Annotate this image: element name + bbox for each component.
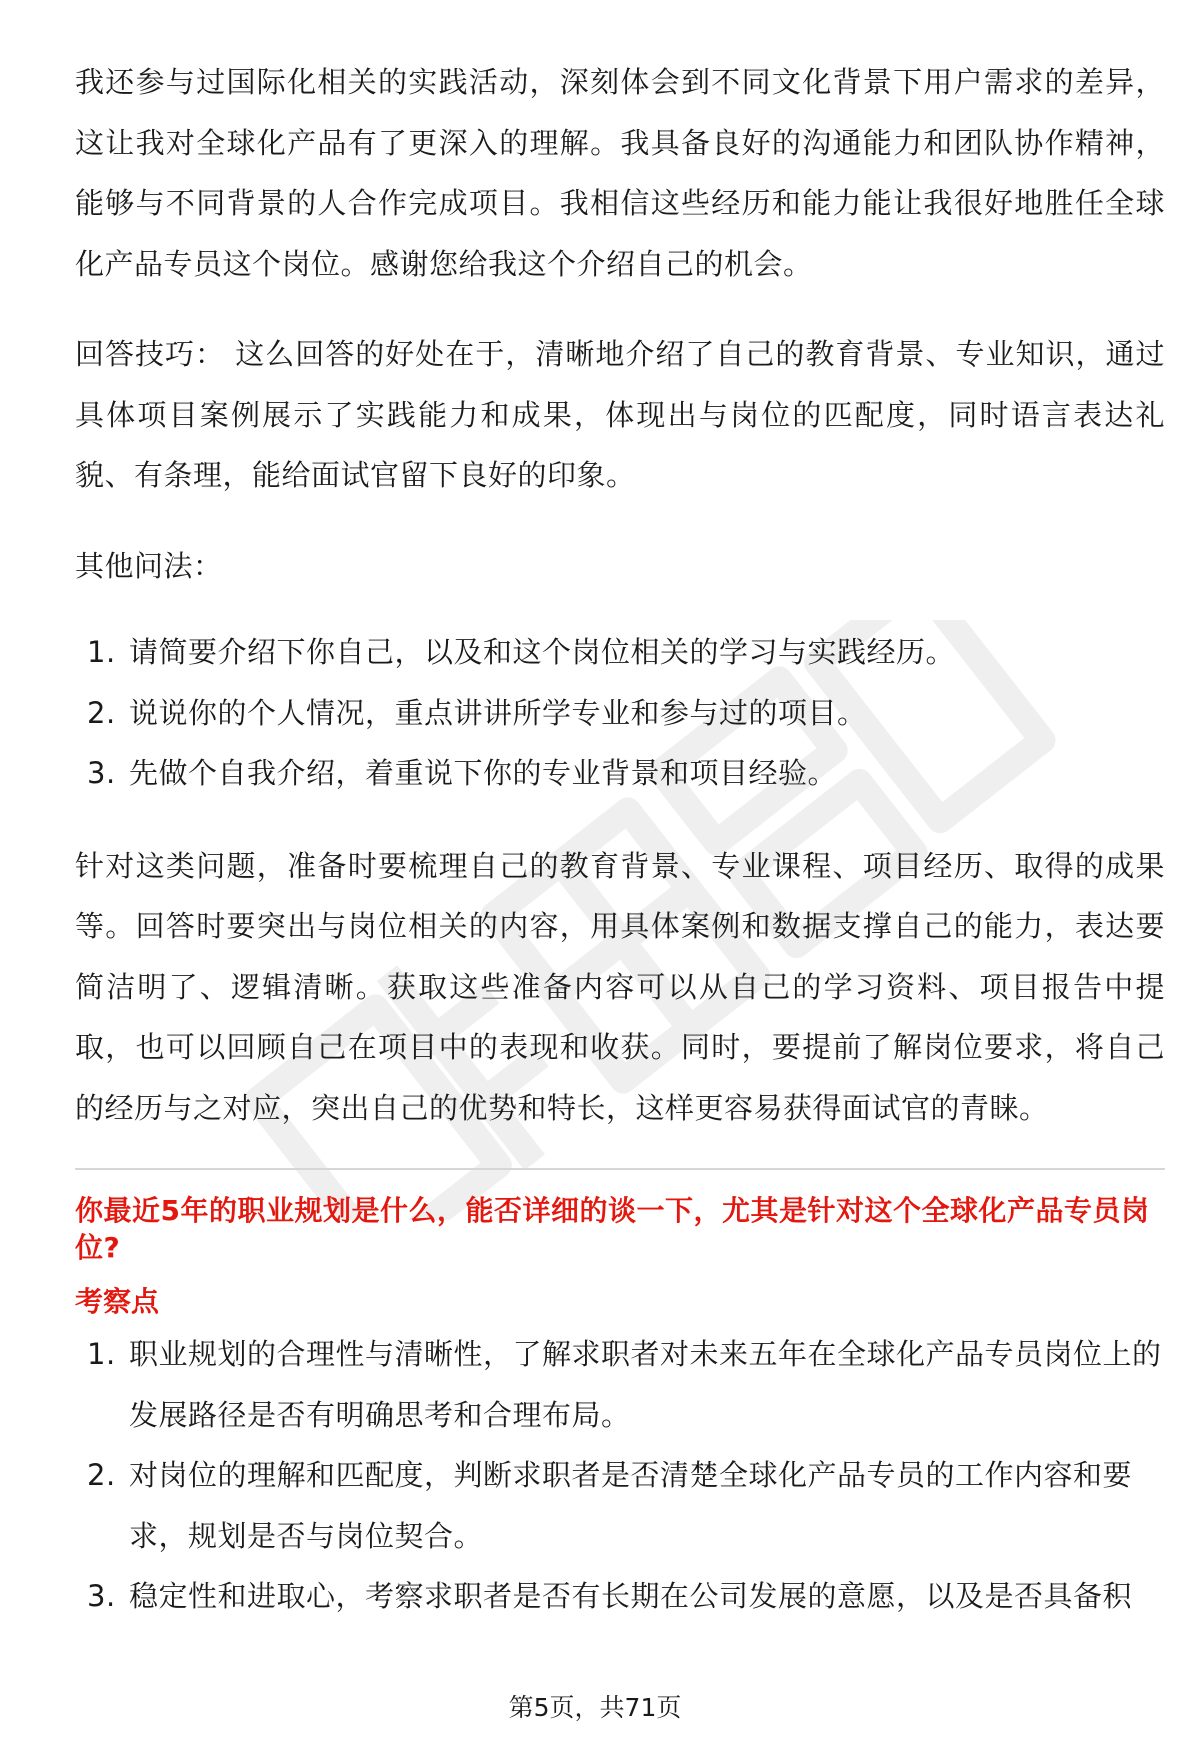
page-number-footer: 第5页，共71页 bbox=[508, 1693, 682, 1722]
list-item-text: 职业规划的合理性与清晰性，了解求职者对未来五年在全球化产品专员岗位上的发展路径是否有明确思考和合理布局。 bbox=[129, 1337, 1162, 1432]
content-area bbox=[75, 52, 1165, 1627]
list-item-text: 先做个自我介绍，着重说下你的专业背景和项目经验。 bbox=[129, 756, 838, 790]
paragraph-answer-tips: 回答技巧： 这么回答的好处在于，清晰地介绍了自己的教育背景、专业知识，通过具体项目案例展示了实践能力和成果，体现出与岗位的匹配度，同时语言表达礼貌、有条理，能给面试官留下良好的印象。 bbox=[75, 337, 1165, 492]
section-divider bbox=[75, 1168, 1165, 1170]
list-item-text: 说说你的个人情况，重点讲讲所学专业和参与过的项目。 bbox=[129, 695, 867, 730]
assessment-points-list bbox=[75, 1324, 1165, 1627]
list-item bbox=[75, 622, 1165, 683]
list-item bbox=[75, 1566, 1165, 1627]
list-item-number: 3. bbox=[87, 756, 116, 790]
list-item bbox=[75, 683, 1165, 744]
paragraph-advice: 针对这类问题，准备时要梳理自己的教育背景、专业课程、项目经历、取得的成果等。回答时要突出与岗位相关的内容，用具体案例和数据支撑自己的能力，表达要简洁明了、逻辑清晰。获取这些准备内容可以从自己的学习资料、项目报告中提取，也可以回顾自己在项目中的表现和收获。同时，要提前了解岗位要求，将自己的经历与之对应，突出自己的优势和特长，这样更容易获得面试官的青睐。 bbox=[75, 848, 1165, 1125]
list-item-text: 稳定性和进取心，考察求职者是否有长期在公司发展的意愿，以及是否具备积 bbox=[129, 1579, 1133, 1613]
list-item-number: 1. bbox=[87, 1337, 116, 1371]
assessment-subheading: 考察点 bbox=[75, 1285, 160, 1318]
question-title: 你最近5年的职业规划是什么，能否详细的谈一下，尤其是针对这个全球化产品专员岗位? bbox=[75, 1194, 1150, 1264]
list-item-number: 2. bbox=[87, 1458, 116, 1492]
list-item-number: 3. bbox=[87, 1579, 116, 1613]
list-item-text: 对岗位的理解和匹配度，判断求职者是否清楚全球化产品专员的工作内容和要求，规划是否与岗位契合。 bbox=[129, 1458, 1133, 1553]
list-item-number: 1. bbox=[87, 635, 116, 669]
paragraph-other-questions-heading: 其他问法： bbox=[75, 548, 223, 583]
paragraph-intro-continued: 我还参与过国际化相关的实践活动，深刻体会到不同文化背景下用户需求的差异，这让我对全球化产品有了更深入的理解。我具备良好的沟通能力和团队协作精神，能够与不同背景的人合作完成项目。我相信这些经历和能力能让我很好地胜任全球化产品专员这个岗位。感谢您给我这个介绍自己的机会。 bbox=[75, 65, 1165, 281]
list-item-number: 2. bbox=[87, 695, 116, 730]
other-questions-list bbox=[75, 622, 1165, 804]
list-item bbox=[75, 1445, 1165, 1566]
list-item bbox=[75, 743, 1165, 804]
list-item bbox=[75, 1324, 1165, 1445]
list-item-text: 请简要介绍下你自己，以及和这个岗位相关的学习与实践经历。 bbox=[129, 635, 956, 669]
